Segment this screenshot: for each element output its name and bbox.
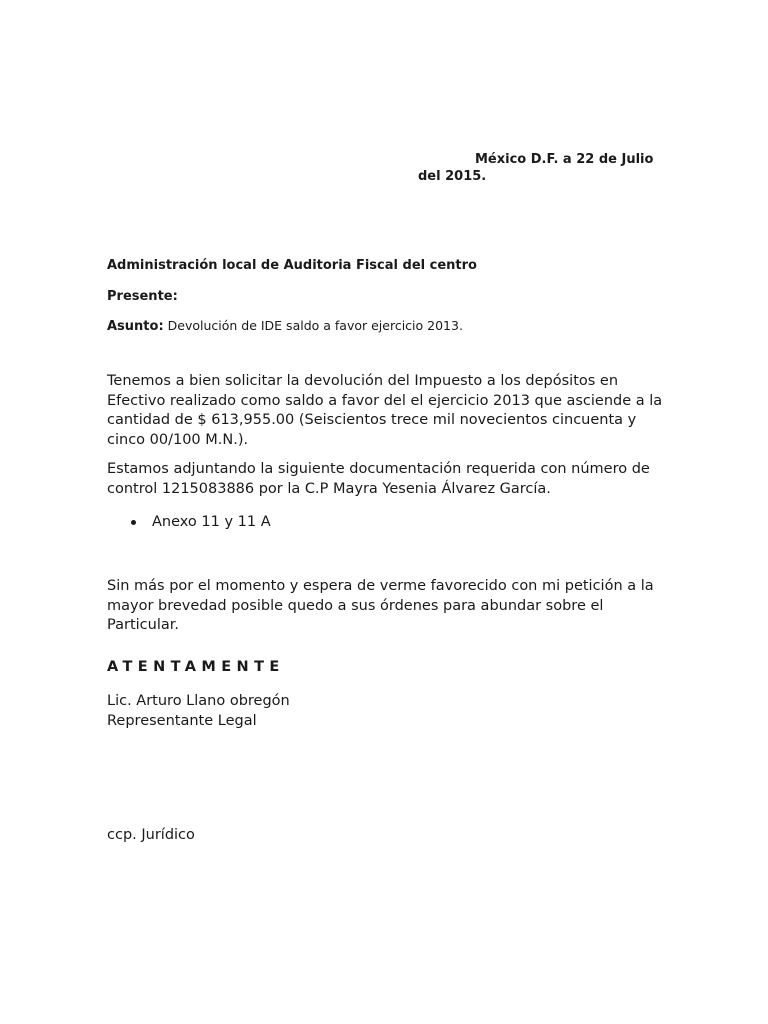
signer-name: Lic. Arturo Llano obregón xyxy=(107,693,290,709)
ccp-line: ccp. Jurídico xyxy=(107,827,195,843)
subject-line xyxy=(107,318,463,334)
list-item xyxy=(107,512,271,532)
closing-salutation: ATENTAMENTE xyxy=(107,659,285,675)
signature-block xyxy=(107,691,290,731)
bullet-icon xyxy=(131,520,136,525)
signer-title: Representante Legal xyxy=(107,713,257,729)
date-line-2: del 2015. xyxy=(418,169,487,184)
greeting: Presente: xyxy=(107,289,178,304)
body-paragraph-2: Estamos adjuntando la siguiente documentación requerida con número de control 1215083886 por la C.P Mayra Yesenia Álvarez García. xyxy=(107,461,650,497)
body-paragraph-3: Sin más por el momento y espera de verme favorecido con mi petición a la mayor brevedad posible quedo a sus órdenes para abundar sobre el Particular. xyxy=(107,578,654,633)
attachments-list xyxy=(107,512,271,532)
subject-text: Devolución de IDE saldo a favor ejercicio 2013. xyxy=(163,318,463,333)
attachment-label: Anexo 11 y 11 A xyxy=(152,514,271,530)
date-line-1: México D.F. a 22 de Julio xyxy=(475,152,654,167)
subject-label: Asunto: xyxy=(107,319,164,334)
addressee: Administración local de Auditoria Fiscal del centro xyxy=(107,258,477,273)
body-paragraph-1: Tenemos a bien solicitar la devolución del Impuesto a los depósitos en Efectivo realizado como saldo a favor del el ejercicio 2013 que asciende a la cantidad de $ 613,955.00 (Seiscientos trece mil novecientos cincuenta y cinco 00/100 M.N.). xyxy=(107,373,663,448)
